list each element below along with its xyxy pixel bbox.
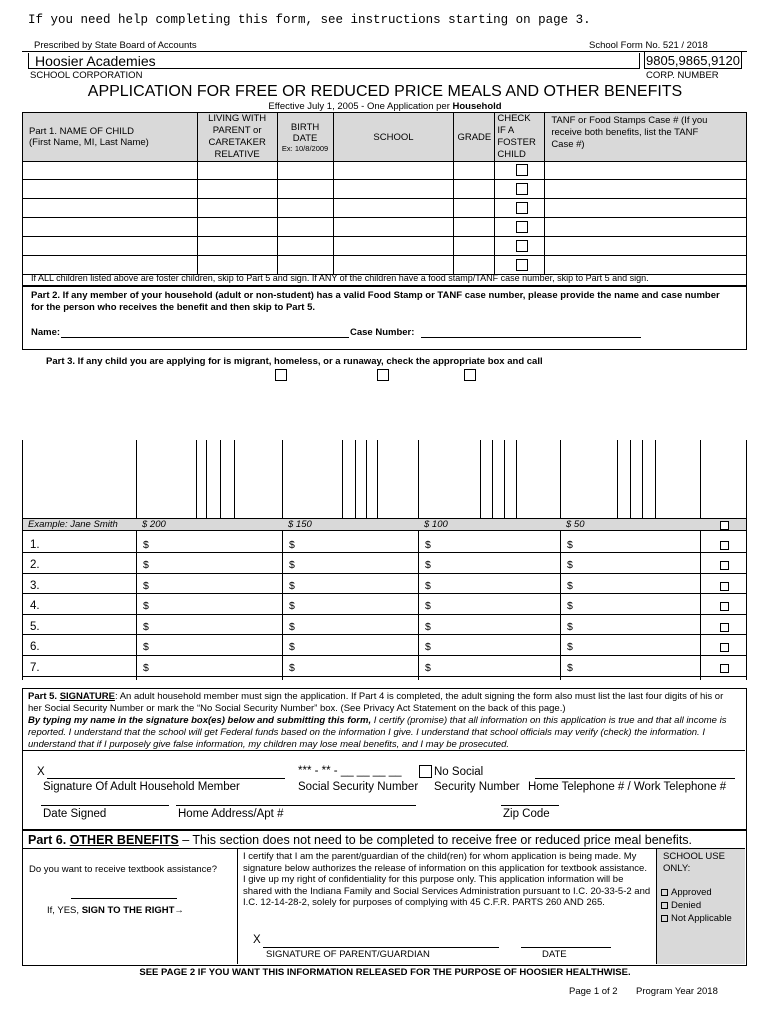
- address-field[interactable]: [176, 805, 416, 806]
- dollar-sign: $: [567, 539, 573, 551]
- dollar-sign: $: [425, 662, 431, 674]
- signature-x: X: [37, 766, 45, 778]
- textbook-answer-field[interactable]: [71, 898, 177, 899]
- foster-checkbox[interactable]: [516, 240, 528, 252]
- dollar-sign: $: [289, 662, 295, 674]
- denied-option: Denied: [661, 900, 701, 911]
- tanf-cell[interactable]: [545, 199, 747, 218]
- birth-date-cell[interactable]: [277, 218, 333, 237]
- arrow-right-icon: →: [174, 905, 184, 916]
- child-name-cell[interactable]: [23, 199, 198, 218]
- no-income-checkbox[interactable]: [720, 582, 729, 591]
- school-cell[interactable]: [333, 199, 454, 218]
- example-amount: $ 100: [424, 519, 448, 530]
- school-cell[interactable]: [333, 237, 454, 256]
- dollar-sign: $: [425, 539, 431, 551]
- ssn-label: Social Security Number: [298, 781, 419, 793]
- no-ssn-label-2: Security Number: [434, 781, 520, 793]
- dollar-sign: $: [567, 662, 573, 674]
- school-corporation-field[interactable]: Hoosier Academies: [28, 53, 640, 69]
- dollar-sign: $: [143, 600, 149, 612]
- living-with-header: LIVING WITH PARENT or CARETAKER RELATIVE: [197, 113, 277, 162]
- if-yes-instruction: If, YES, SIGN TO THE RIGHT→: [47, 905, 184, 916]
- corp-number-label: CORP. NUMBER: [646, 70, 719, 81]
- tanf-cell[interactable]: [545, 237, 747, 256]
- part5-statement: [23, 689, 745, 751]
- ssn-mask[interactable]: *** - ** - __ __ __ __: [298, 765, 402, 777]
- form-title: APPLICATION FOR FREE OR REDUCED PRICE MEALS AND OTHER BENEFITS: [87, 83, 683, 100]
- help-note: If you need help completing this form, see instructions starting on page 3.: [28, 13, 591, 27]
- zip-label: Zip Code: [503, 808, 550, 820]
- dollar-sign: $: [143, 559, 149, 571]
- child-name-header: Part 1. NAME OF CHILD (First Name, MI, Last Name): [23, 113, 198, 162]
- child-row: [23, 199, 747, 218]
- signature-field[interactable]: [47, 778, 285, 779]
- no-income-checkbox[interactable]: [720, 561, 729, 570]
- birth-date-cell[interactable]: [277, 162, 333, 180]
- healthwise-note: SEE PAGE 2 IF YOU WANT THIS INFORMATION RELEASED FOR THE PURPOSE OF HOOSIER HEALTHWISE.: [139, 967, 631, 978]
- part6-certification: I certify that I am the parent/guardian of the child(ren) for whom application is being made. My signature below authorizes the release of information on this application for textbook assistance. I give up my right of confidentiality for this purpose only. This application information will be shared with the Indiana Family and Social Services Administration pursuant to I.C. 20-33-5-2 and I.C. 12-14-28-2, solely for purposes of complying with 45 C.F.R. PARTS 260 AND 265.: [243, 851, 651, 908]
- part2-name-field[interactable]: [61, 337, 349, 338]
- birth-date-cell[interactable]: [277, 237, 333, 256]
- school-cell[interactable]: [333, 180, 454, 199]
- grade-cell[interactable]: [454, 162, 495, 180]
- school-use-box: [657, 849, 745, 964]
- foster-checkbox[interactable]: [516, 164, 528, 176]
- example-checkbox: [720, 521, 729, 530]
- telephone-field[interactable]: [535, 778, 735, 779]
- not-applicable-option: Not Applicable: [661, 913, 732, 924]
- tanf-cell[interactable]: [545, 180, 747, 199]
- child-name-cell[interactable]: [23, 180, 198, 199]
- signature-label: Signature Of Adult Household Member: [43, 781, 240, 793]
- guardian-date-field[interactable]: [521, 947, 611, 948]
- no-ssn-checkbox[interactable]: [419, 765, 432, 778]
- member-row-number: 7.: [30, 662, 40, 674]
- member-row-number: 5.: [30, 621, 40, 633]
- living-with-cell[interactable]: [197, 218, 277, 237]
- child-row: [23, 180, 747, 199]
- runaway-checkbox[interactable]: [464, 369, 476, 381]
- dollar-sign: $: [567, 641, 573, 653]
- grade-cell[interactable]: [454, 237, 495, 256]
- dollar-sign: $: [425, 600, 431, 612]
- approved-option: Approved: [661, 887, 712, 898]
- child-name-cell[interactable]: [23, 218, 198, 237]
- member-row-number: 1.: [30, 539, 40, 551]
- guardian-signature-label: SIGNATURE OF PARENT/GUARDIAN: [266, 949, 430, 960]
- child-row: [23, 237, 747, 256]
- member-row-number: 4.: [30, 600, 40, 612]
- form-number: School Form No. 521 / 2018: [589, 40, 708, 51]
- part2-text: Part 2. If any member of your household (adult or non-student) has a valid Food Stamp or TANF case number, please provide the name and case number for the person who receives the benefit and then skip to Part 5.: [31, 290, 720, 313]
- living-with-cell[interactable]: [197, 237, 277, 256]
- dollar-sign: $: [289, 559, 295, 571]
- no-ssn-label: No Social: [434, 766, 484, 778]
- zip-field[interactable]: [501, 805, 559, 806]
- dollar-sign: $: [289, 641, 295, 653]
- no-income-checkbox[interactable]: [720, 602, 729, 611]
- dollar-sign: $: [289, 600, 295, 612]
- foster-checkbox[interactable]: [516, 259, 528, 271]
- guardian-signature-x: X: [253, 934, 261, 946]
- part4-income-grid: [22, 440, 747, 680]
- birth-date-header: BIRTH DATE Ex: 10/8/2009: [277, 113, 333, 162]
- corp-number-field[interactable]: 9805,9865,9120: [644, 51, 742, 69]
- dollar-sign: $: [567, 600, 573, 612]
- living-with-cell[interactable]: [197, 162, 277, 180]
- no-income-checkbox[interactable]: [720, 664, 729, 673]
- dollar-sign: $: [143, 580, 149, 592]
- dollar-sign: $: [289, 621, 295, 633]
- example-amount: $ 150: [288, 519, 312, 530]
- date-signed-label: Date Signed: [43, 808, 107, 820]
- effective-note: Effective July 1, 2005 - One Application per Household: [268, 101, 502, 112]
- school-use-label: SCHOOL USE ONLY:: [663, 851, 725, 874]
- guardian-date-label: DATE: [542, 949, 567, 960]
- guardian-signature-field[interactable]: [263, 947, 499, 948]
- tanf-cell[interactable]: [545, 218, 747, 237]
- dollar-sign: $: [425, 580, 431, 592]
- approved-checkbox: [661, 889, 668, 896]
- grade-cell[interactable]: [454, 218, 495, 237]
- page-number: Page 1 of 2: [569, 986, 618, 997]
- school-cell[interactable]: [333, 218, 454, 237]
- part5-box: [22, 688, 747, 830]
- dollar-sign: $: [425, 559, 431, 571]
- child-name-cell[interactable]: [23, 162, 198, 180]
- part5-certification: By typing my name in the signature box(es) below and submitting this form, I certify (promise) that all information on this application is true and that all income is reported. I understand that the school will get Federal funds based on the information I give. I understand that school officials may verify (check) the information. I understand that if I purposely give false information, my children may lose meal benefits, and I may be prosecuted.: [28, 715, 727, 750]
- not-applicable-checkbox: [661, 915, 668, 922]
- dollar-sign: $: [425, 621, 431, 633]
- foster-checkbox[interactable]: [516, 183, 528, 195]
- divider: [22, 51, 747, 52]
- prescribed-text: Prescribed by State Board of Accounts: [34, 40, 197, 51]
- program-year: Program Year 2018: [636, 986, 718, 997]
- dollar-sign: $: [289, 539, 295, 551]
- part1-table: [22, 112, 747, 275]
- foster-checkbox[interactable]: [516, 202, 528, 214]
- dollar-sign: $: [567, 580, 573, 592]
- grade-cell[interactable]: [454, 180, 495, 199]
- grade-header: GRADE: [454, 113, 495, 162]
- dollar-sign: $: [143, 539, 149, 551]
- textbook-question: Do you want to receive textbook assistance?: [29, 864, 217, 875]
- dollar-sign: $: [143, 621, 149, 633]
- birth-date-cell[interactable]: [277, 180, 333, 199]
- part6-box: [22, 830, 747, 966]
- part2-name-label: Name:: [31, 327, 61, 338]
- foster-checkbox[interactable]: [516, 221, 528, 233]
- living-with-cell[interactable]: [197, 180, 277, 199]
- school-corporation-label: SCHOOL CORPORATION: [30, 70, 143, 81]
- birth-date-cell[interactable]: [277, 199, 333, 218]
- no-income-checkbox[interactable]: [720, 541, 729, 550]
- denied-checkbox: [661, 902, 668, 909]
- part2-box: [22, 286, 747, 350]
- dollar-sign: $: [143, 641, 149, 653]
- dollar-sign: $: [425, 641, 431, 653]
- part5-instructions: Part 5. SIGNATURE: An adult household member must sign the application. If Part 4 is completed, the adult signing the form also must list the last four digits of his or her Social Security Number or mark the “No Social Security Number” box. (See Privacy Act Statement on the back of this page.): [28, 691, 724, 714]
- tanf-header: TANF or Food Stamps Case # (If you receive both benefits, list the TANF Case #): [545, 113, 747, 162]
- dollar-sign: $: [143, 662, 149, 674]
- foster-child-header: CHECK IF A FOSTER CHILD: [495, 113, 545, 162]
- telephone-label: Home Telephone # / Work Telephone #: [528, 781, 727, 793]
- migrant-checkbox[interactable]: [275, 369, 287, 381]
- dollar-sign: $: [567, 621, 573, 633]
- no-income-checkbox[interactable]: [720, 643, 729, 652]
- child-name-cell[interactable]: [23, 237, 198, 256]
- date-signed-field[interactable]: [41, 805, 169, 806]
- member-row-number: 6.: [30, 641, 40, 653]
- grade-cell[interactable]: [454, 199, 495, 218]
- child-row: [23, 162, 747, 180]
- example-amount: $ 200: [142, 519, 166, 530]
- example-amount: $ 50: [566, 519, 585, 530]
- part1-header-row: [23, 113, 747, 162]
- dollar-sign: $: [567, 559, 573, 571]
- child-row: [23, 218, 747, 237]
- member-row-number: 2.: [30, 559, 40, 571]
- school-header: SCHOOL: [333, 113, 454, 162]
- tanf-cell[interactable]: [545, 162, 747, 180]
- part6-heading: Part 6. OTHER BENEFITS – This section does not need to be completed to receive free or reduced price meal benefits.: [23, 831, 745, 849]
- part1-footer-note: If ALL children listed above are foster children, skip to Part 5 and sign. If ANY of the children have a food stamp/TANF case number, skip to Part 5 and sign.: [22, 271, 747, 286]
- living-with-cell[interactable]: [197, 199, 277, 218]
- address-label: Home Address/Apt #: [178, 808, 284, 820]
- part2-case-field[interactable]: [421, 337, 641, 338]
- part2-case-label: Case Number:: [350, 327, 415, 338]
- part3-text: Part 3. If any child you are applying for is migrant, homeless, or a runaway, check the appropriate box and call: [46, 356, 543, 367]
- example-name: Example: Jane Smith: [28, 519, 118, 530]
- example-row: [23, 518, 746, 531]
- no-income-checkbox[interactable]: [720, 623, 729, 632]
- school-cell[interactable]: [333, 162, 454, 180]
- dollar-sign: $: [289, 580, 295, 592]
- homeless-checkbox[interactable]: [377, 369, 389, 381]
- member-row-number: 3.: [30, 580, 40, 592]
